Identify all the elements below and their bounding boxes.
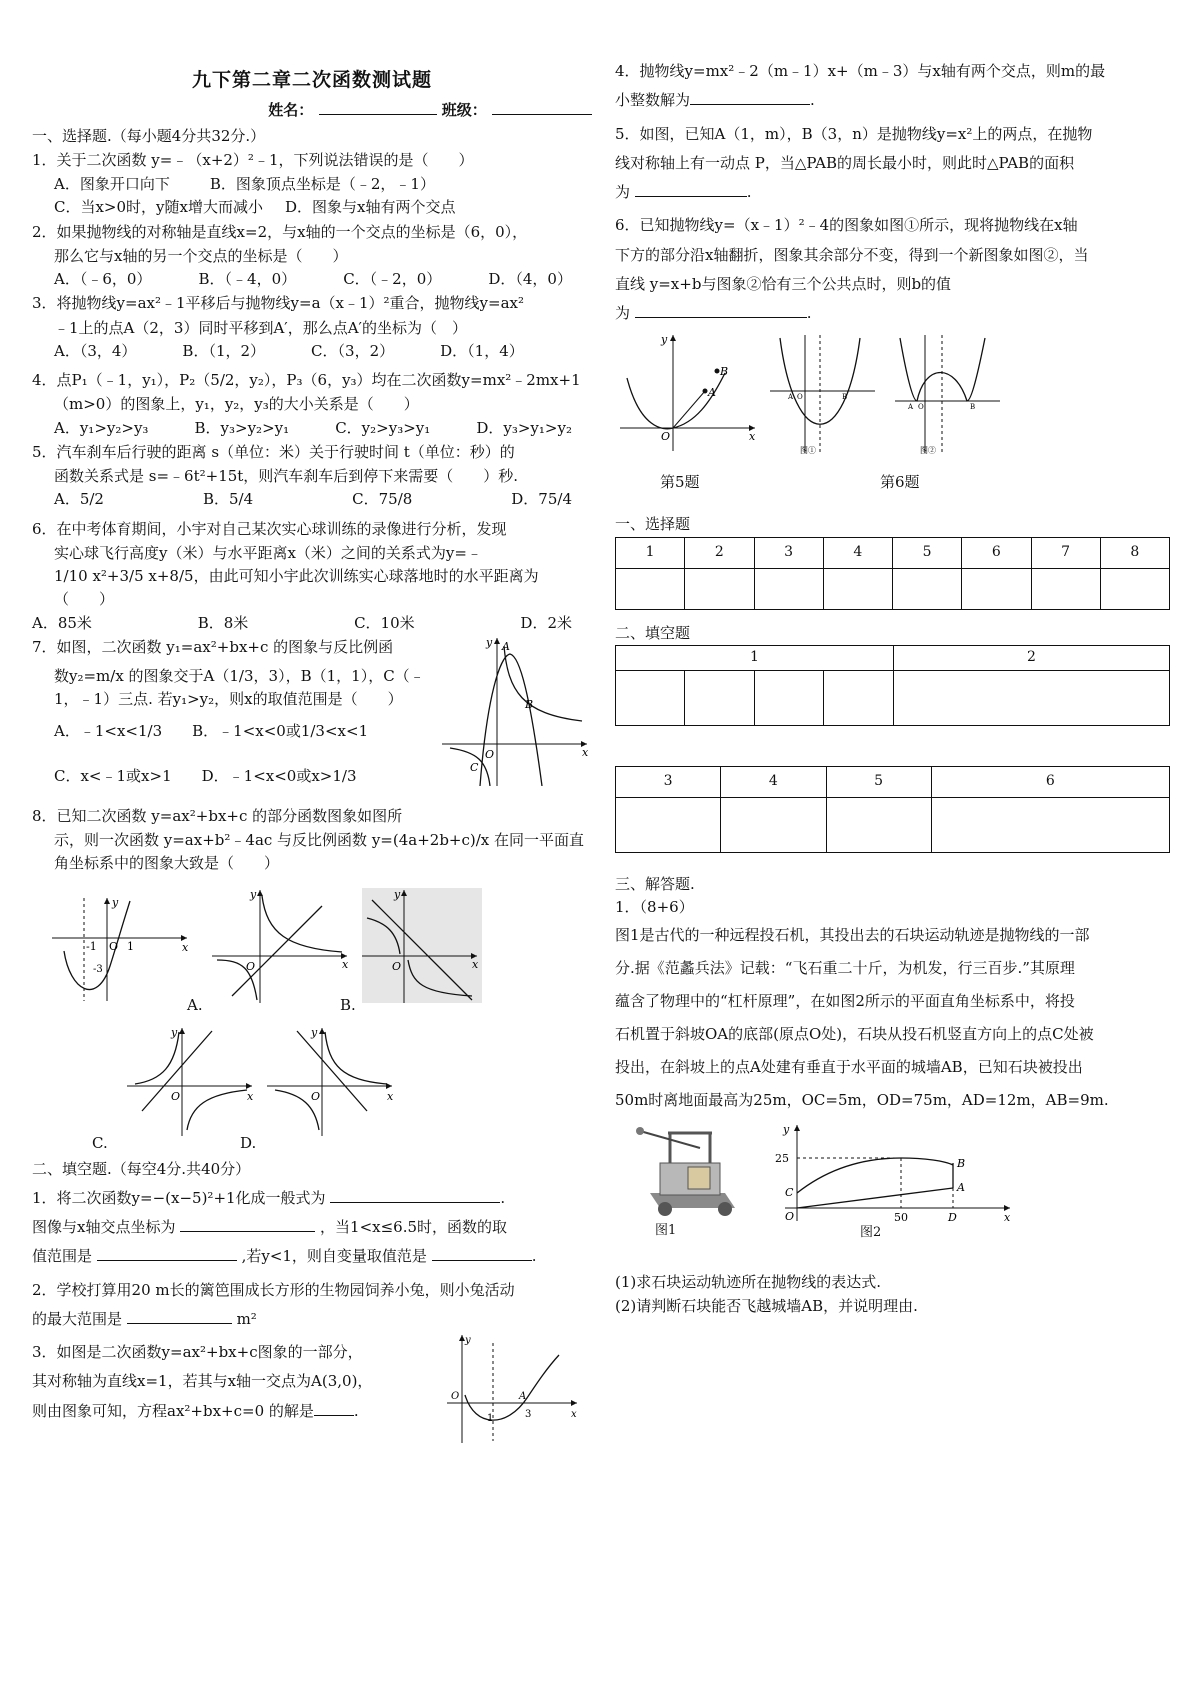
q7-stem: 7．如图，二次函数 y₁=ax²+bx+c 的图象与反比例函 — [32, 637, 394, 656]
choice-answer-cell[interactable] — [616, 568, 685, 609]
q2-opt-d: D．（4，0） — [488, 270, 572, 289]
choice-col: 6 — [962, 537, 1031, 568]
f3-blank[interactable] — [314, 1400, 354, 1416]
fig2-label-b: B — [957, 1157, 966, 1171]
fig6-caption: 第6题 — [880, 473, 920, 492]
section3-heading: 三、解答题. — [615, 874, 695, 893]
name-blank[interactable] — [319, 99, 437, 115]
f6-text-a: 6．已知抛物线y=（x﹣1）²﹣4的图象如图①所示，现将抛物线在x轴 — [615, 216, 1078, 235]
q7-opt-a: A．﹣1<x<1/3 — [54, 721, 163, 740]
choice-answer-cell[interactable] — [893, 568, 962, 609]
f1-text-b: 图像与x轴交点坐标为 — [32, 1218, 176, 1237]
f1-text-d: 值范围是 — [32, 1247, 93, 1266]
f6-text-b: 下方的部分沿x轴翻折，图象其余部分不变，得到一个新图象如图②，当 — [615, 245, 1089, 264]
f3-label-y: y — [465, 1335, 471, 1347]
q5-opt-a: A．5/2 — [54, 490, 104, 509]
s3-text-1: 图1是古代的一种远程投石机，其投出去的石块运动轨迹是抛物线的一部 — [615, 926, 1090, 945]
qd-o: O — [311, 1089, 321, 1103]
choice-col: 3 — [754, 537, 823, 568]
f4-text-a: 4．抛物线y=mx²﹣2（m﹣1）x+（m﹣3）与x轴有两个交点，则m的最 — [615, 62, 1106, 80]
q4-stem2: （m>0）的图象上，y₁，y₂，y₃的大小关系是（ ） — [54, 395, 419, 414]
q8-option-a-graph — [212, 888, 352, 1003]
fill-answer-cell[interactable] — [685, 670, 754, 725]
choice-answer-table — [615, 537, 1170, 610]
name-class-line — [32, 99, 592, 122]
f5-text-c: 为 — [615, 183, 631, 201]
q7-opt-b: B．﹣1<x<0或1/3<x<1 — [192, 721, 369, 740]
choice-answer-cell[interactable] — [1100, 568, 1169, 609]
fig5-caption: 第5题 — [660, 473, 700, 492]
f3-text-a: 3．如图是二次函数y=ax²+bx+c图象的一部分， — [32, 1343, 363, 1362]
fill-col: 3 — [616, 766, 721, 797]
choice-col: 5 — [893, 537, 962, 568]
q5-stem2: 函数关系式是 s=﹣6t²+15t，则汽车刹车后到停下来需要（ ）秒. — [54, 467, 519, 486]
f6-text-c: 直线 y=x+b与图象②恰有三个公共点时，则b的值 — [615, 274, 952, 293]
f5-blank[interactable] — [635, 181, 747, 197]
qc-y: y — [171, 1025, 178, 1039]
fig5-label-a: A — [708, 386, 716, 400]
fig5-label-o: O — [661, 430, 671, 444]
q7-label-c: C — [470, 760, 479, 774]
class-blank[interactable] — [492, 99, 592, 115]
f1-text-c: ，当1<x≤6.5时，函数的取 — [320, 1218, 508, 1237]
fig2-label-x: x — [1004, 1211, 1011, 1224]
q8-label-y: y — [112, 895, 119, 909]
fig2-label-50: 50 — [894, 1211, 908, 1224]
q7-label-y: y — [486, 635, 493, 649]
fill-col: 5 — [826, 766, 931, 797]
q7-label-a: A — [502, 639, 510, 653]
choice-col: 2 — [685, 537, 754, 568]
fill-answer-table-1 — [615, 645, 1170, 726]
q2-stem: 2．如果抛物线的对称轴是直线x=2，与x轴的一个交点的坐标是（6，0）， — [32, 222, 528, 241]
q7-opt-c: C．x<﹣1或x>1 — [54, 766, 172, 785]
section2-heading: 二、填空题.（每空4分.共40分） — [32, 1159, 251, 1178]
fig5-label-x: x — [749, 430, 756, 444]
f3-block: 3．如图是二次函数y=ax²+bx+c图象的一部分， 其对称轴为直线x=1，若其与x轴一交点为A(3,0)， 则由图象可知，方程ax²+bx+c=0 的解是 . O 1 A 3 x y — [32, 1341, 592, 1441]
fill-answer-table-2 — [615, 766, 1170, 853]
qd-x: x — [387, 1089, 394, 1103]
fig6-1-graph — [770, 333, 880, 458]
q5-stem: 5．汽车刹车后行驶的距离 s（单位：米）关于行驶时间 t（单位：秒）的 — [32, 442, 515, 461]
choice-answer-cell[interactable] — [962, 568, 1031, 609]
q3-stem2: ﹣1上的点A（2，3）同时平移到A′，那么点A′的坐标为（ ） — [54, 318, 467, 337]
choice-col: 4 — [823, 537, 892, 568]
qa-o: O — [246, 959, 256, 973]
q3-opt-a: A．（3，4） — [54, 341, 137, 360]
fill-answer-cell[interactable] — [616, 797, 721, 852]
q2-opt-c: C．（﹣2，0） — [343, 270, 442, 289]
fill-col: 2 — [893, 645, 1169, 670]
q5-opt-c: C．75/8 — [352, 490, 413, 509]
q4-opt-b: B．y₃>y₂>y₁ — [194, 418, 290, 437]
fill-answer-cell[interactable] — [616, 670, 685, 725]
q5-opt-b: B．5/4 — [202, 490, 254, 509]
s3-problem-number: 1．（8+6） — [615, 898, 694, 916]
f3-label-a: A — [519, 1391, 527, 1403]
f3-text-c: 则由图象可知，方程ax²+bx+c=0 的解是 — [32, 1401, 314, 1420]
fig2-label-y: y — [783, 1123, 790, 1137]
q6-opt-c: C．10米 — [354, 613, 415, 632]
fig5-label-y: y — [661, 333, 668, 347]
q7-label-o: O — [485, 747, 495, 761]
f3-label-o: O — [451, 1391, 460, 1403]
choice-answer-heading: 一、选择题 — [615, 515, 691, 534]
q2-opt-b: B．（﹣4，0） — [198, 270, 297, 289]
qb-y: y — [394, 887, 401, 901]
q3-opt-b: B．（1，2） — [182, 341, 266, 360]
q6-opt-d: D．2米 — [520, 613, 572, 632]
fig2-label-d: D — [948, 1211, 957, 1224]
qb-x: x — [472, 957, 479, 971]
img1-caption: 图1 — [655, 1223, 677, 1239]
f5-text-b: 线对称轴上有一动点 P，当△PAB的周长最小时，则此时△PAB的面积 — [615, 153, 1075, 172]
fig6-1-label-b: B — [842, 393, 848, 402]
f2-blank[interactable] — [127, 1308, 232, 1324]
choice-col: 1 — [616, 537, 685, 568]
fig2-label-a: A — [957, 1181, 965, 1195]
q7-stem3: 1，﹣1）三点. 若y₁>y₂，则x的取值范围是（ ） — [54, 690, 403, 709]
qd-y: y — [311, 1025, 318, 1039]
q7-block — [32, 636, 592, 804]
q4-opt-c: C．y₂>y₃>y₁ — [335, 418, 431, 437]
s3-text-5: 投出，在斜坡上的点A处建有垂直于水平面的城墙AB，已知石块被投出 — [615, 1058, 1083, 1077]
f2-text-a: 2．学校打算用20 m长的篱笆围成长方形的生物园饲养小兔，则小兔活动 — [32, 1280, 515, 1299]
f6-text-d: 为 — [615, 304, 631, 322]
fig2-label-25: 25 — [775, 1152, 789, 1166]
q2-stem2: 那么它与x轴的另一个交点的坐标是（ ） — [54, 246, 348, 265]
q8-label-1: 1 — [127, 939, 134, 953]
q4-opt-d: D．y₃>y₁>y₂ — [476, 418, 572, 437]
f1-text-a: 1．将二次函数y=−(x−5)²+1化成一般式为 — [32, 1188, 326, 1207]
f3-text-b: 其对称轴为直线x=1，若其与x轴一交点为A(3,0)， — [32, 1372, 373, 1391]
q8-label-o: O — [109, 939, 119, 953]
fig6-2-caption: 图② — [920, 446, 936, 456]
q8-label-d: D. — [240, 1133, 257, 1152]
q4-opt-a: A．y₁>y₂>y₃ — [54, 418, 149, 437]
q8-option-d-graph — [267, 1026, 397, 1136]
s3-figures — [615, 1123, 1170, 1243]
q8-stem2: 示，则一次函数 y=ax+b²﹣4ac 与反比例函数 y=(4a+2b+c)/x 在同一平面直 — [54, 831, 585, 850]
q8-figures — [32, 876, 592, 1156]
f1-blank-3[interactable] — [97, 1245, 237, 1261]
fig5-label-b: B — [720, 365, 729, 379]
fill-col: 4 — [721, 766, 826, 797]
f2-unit: m² — [236, 1309, 257, 1328]
s3-sub-1: (1)求石块运动轨迹所在抛物线的表达式. — [615, 1273, 882, 1292]
fill-answer-heading: 二、填空题 — [615, 623, 691, 642]
f1-blank-1[interactable] — [330, 1187, 500, 1203]
f3-label-3: 3 — [525, 1409, 532, 1421]
q8-label-b: B. — [340, 995, 356, 1014]
q1-opt-c: C．当x>0时，y随x增大而减小 — [54, 198, 263, 217]
fig6-1-label-a: A — [788, 393, 794, 402]
class-label: 班级： — [441, 101, 487, 120]
fill-answer-cell[interactable] — [824, 670, 893, 725]
fig6-2-label-o: O — [918, 403, 924, 412]
f3-graph — [447, 1333, 582, 1443]
s3-text-2: 分.据《范蠡兵法》记载：“飞石重二十斤，为机发，行三百步.”其原理 — [615, 959, 1075, 978]
fill-answer-cell[interactable] — [826, 797, 931, 852]
q1-stem: 1．关于二次函数 y=﹣（x+2）²﹣1，下列说法错误的是（ ） — [32, 150, 474, 169]
f2-text-b: 的最大范围是 — [32, 1309, 123, 1328]
qc-o: O — [171, 1089, 181, 1103]
q7-graph — [442, 636, 592, 786]
qb-o: O — [392, 959, 402, 973]
q5-opt-d: D．75/4 — [511, 490, 572, 509]
fig2-label-o: O — [785, 1210, 795, 1224]
s3-text-6: 50m时离地面最高为25m，OC=5m，OD=75m，AD=12m，AB=9m. — [615, 1091, 1109, 1110]
q7-label-b: B — [525, 697, 534, 711]
f3-label-1: 1 — [487, 1413, 494, 1425]
qa-y: y — [250, 887, 257, 901]
q2-opt-a: A．（﹣6，0） — [54, 270, 152, 289]
choice-col: 7 — [1031, 537, 1100, 568]
f1-blank-4[interactable] — [432, 1245, 532, 1261]
q7-opt-d: D．﹣1<x<0或x>1/3 — [201, 766, 357, 785]
q3-opt-c: C．（3，2） — [311, 341, 395, 360]
q6-opt-b: B．8米 — [197, 613, 249, 632]
fill-answer-cell[interactable] — [893, 670, 1169, 725]
q3-opt-d: D．（1，4） — [440, 341, 524, 360]
q1-opt-b: B．图象顶点坐标是（﹣2，﹣1） — [209, 175, 435, 194]
q8-stem: 8．已知二次函数 y=ax²+bx+c 的部分函数图象如图所 — [32, 806, 403, 825]
fill-answer-cell[interactable] — [754, 670, 823, 725]
q3-stem: 3．将抛物线y=ax²﹣1平移后与抛物线y=a（x﹣1）²重合，抛物线y=ax² — [32, 294, 525, 313]
fig2-label-c: C — [785, 1186, 794, 1200]
q8-stem3: 角坐标系中的图象大致是（ ） — [54, 854, 280, 873]
q6-stem: 6．在中考体育期间，小宇对自己某次实心球训练的录像进行分析，发现 — [32, 519, 507, 538]
right-column: 4．抛物线y=mx²﹣2（m﹣1）x+（m﹣3）与x轴有两个交点，则m的最 小整数解为 . 5．如图，已知A（1，m），B（3，n）是抛物线y=x²上的两点，在抛物 线对称轴上有一动点 P，当△PAB的周长最小时，则此时△PAB的面积 为 . 6．已知抛物线y=（x﹣1）²﹣4的图象如图①所示，现将抛物线在x轴 下方的部分沿x轴翻折，图象其余部分不变，得到一个新图象如图②，当 直线 y=x+b与图象②恰有三个公共点时，则b的值 为 . A B O x y A O B 图① A O B 图② 第5题 第6题 一、选择题 1 2 3 4 5 6 7 8 二、填空题 1 2 3 4 5 6 三、解答题. 1．（8+6） 图1是古代的一种远程投石机，其投出去的石块运动轨迹是抛物线的一部 分.据《范蠡兵法》记载：“飞石重二十斤，为机发，行三百步.”其原理 蕴含了物理中的“杠杆原理”，在如图2所示的平面直角坐标系中，将投 石机置于斜坡OA的底部(原点O处)，石块从投石机竖直方向上的点C处被 投出，在斜坡上的点A处建有垂直于水平面的城墙AB，已知石块被投出 50m时离地面最高为25m，OC=5m，OD=75m，AD=12m，AB=9m. 图1 25 C O 50 D A B x y 图2 (1)求石块运动轨迹所在抛物线的表达式. (2)请判断石块能否飞越城墙AB，并说明理由. — [615, 0, 1170, 1318]
fig6-1-caption: 图① — [800, 446, 816, 456]
q8-label-a: A. — [187, 995, 203, 1014]
q8-option-b-graph — [362, 888, 482, 1003]
fill-answer-cell[interactable] — [931, 797, 1169, 852]
q6-stem2: 实心球飞行高度y（米）与水平距离x（米）之间的关系式为y=﹣ — [54, 543, 482, 562]
q7-stem2: 数y₂=m/x 的图象交于A（1/3，3），B（1，1），C（﹣ — [54, 667, 425, 686]
choice-answer-cell[interactable] — [1031, 568, 1100, 609]
q6-stem4: （ ） — [54, 590, 115, 609]
q8-label-x: x — [182, 940, 189, 954]
q1-opt-d: D．图象与x轴有两个交点 — [284, 198, 456, 217]
fig6-1-label-o: O — [797, 393, 803, 402]
s3-text-3: 蕴含了物理中的“杠杆原理”，在如图2所示的平面直角坐标系中，将投 — [615, 992, 1075, 1011]
qa-x: x — [342, 957, 349, 971]
s3-text-4: 石机置于斜坡OA的底部(原点O处)，石块从投石机竖直方向上的点C处被 — [615, 1025, 1094, 1044]
fill-col: 6 — [931, 766, 1169, 797]
q8-option-c-graph — [127, 1026, 257, 1136]
f5-text-a: 5．如图，已知A（1，m），B（3，n）是抛物线y=x²上的两点，在抛物 — [615, 124, 1093, 143]
catapult-image — [630, 1123, 750, 1218]
left-column: 九下第二章二次函数测试题 姓名： 班级： 一、选择题.（每小题4分共32分.） 1．关于二次函数 y=﹣（x+2）²﹣1，下列说法错误的是（ ） A．图象开口向下 B．图象顶点坐标是（﹣2，﹣1） C．当x>0时，y随x增大而减小 D．图象与x轴有两个交点 2．如果抛物线的对称轴是直线x=2，与x轴的一个交点的坐标是（6，0）， 那么它与x轴的另一个交点的坐标是（ ） A．（﹣6，0） B．（﹣4，0） C．（﹣2，0） D．（4，0） 3．将抛物线y=ax²﹣1平移后与抛物线y=a（x﹣1）²重合，抛物线y=ax² ﹣1上的点A（2，3）同时平移到A′，那么点A′的坐标为（ ） A．（3，4） B．（1，2） C．（3，2） D．（1，4） 4．点P₁（﹣1，y₁），P₂（5/2，y₂），P₃（6，y₃）均在二次函数y=mx²﹣2mx+1 （m>0）的图象上，y₁，y₂，y₃的大小关系是（ ） A．y₁>y₂>y₃ B．y₃>y₂>y₁ C．y₂>y₃>y₁ D．y₃>y₁>y₂ 5．汽车刹车后行驶的距离 s（单位：米）关于行驶时间 t（单位：秒）的 函数关系式是 s=﹣6t²+15t，则汽车刹车后到停下来需要（ ）秒. A．5/2 B．5/4 C．75/8 D．75/4 6．在中考体育期间，小宇对自己某次实心球训练的录像进行分析，发现 实心球飞行高度y（米）与水平距离x（米）之间的关系式为y=﹣ 1/10 x²+3/5 x+8/5，由此可知小宇此次训练实心球落地时的水平距离为 （ ） A．85米 B．8米 C．10米 D．2米 7．如图，二次函数 y₁=ax²+bx+c 的图象与反比例函 数y₂=m/x 的图象交于A（1/3，3），B（1，1），C（﹣ 1，﹣1）三点. 若y₁>y₂，则x的取值范围是（ ） A．﹣1<x<1/3 B．﹣1<x<0或1/3<x<1 C．x<﹣1或x>1 D．﹣1<x<0或x>1/3 A B C O x y 8．已知二次函数 y=ax²+bx+c 的部分函数图象如图所 示，则一次函数 y=ax+b²﹣4ac 与反比例函数 y=(4a+2b+c)/x 在同一平面直 角坐标系中的图象大致是（ ） -1 O 1 -3 x y O x y A. O x y B. O x y C. O x y D. 二、填空题.（每空4分.共40分） 1．将二次函数y=−(x−5)²+1化成一般式为 . 图像与x轴交点坐标为 ，当1<x≤6.5时，函数的取 值范围是 ,若y<1，则自变量取值范是 . 2．学校打算用20 m长的篱笆围成长方形的生物园饲养小兔，则小兔活动 的最大范围是 m² 3．如图是二次函数y=ax²+bx+c图象的一部分， 其对称轴为直线x=1，若其与x轴一交点为A(3,0)， 则由图象可知，方程ax²+bx+c=0 的解是 . O 1 A 3 x y — [32, 0, 592, 1441]
fig6-2-graph — [895, 333, 1005, 458]
f1-blank-2[interactable] — [180, 1216, 315, 1232]
choice-answer-cell[interactable] — [823, 568, 892, 609]
q1-opt-a: A．图象开口向下 — [54, 175, 170, 194]
q6-stem3: 1/10 x²+3/5 x+8/5，由此可知小宇此次训练实心球落地时的水平距离为 — [54, 567, 539, 586]
f4-text-b: 小整数解为 — [615, 91, 691, 110]
q8-label-neg3: -3 — [93, 963, 103, 975]
choice-answer-cell[interactable] — [754, 568, 823, 609]
f4-blank[interactable] — [690, 89, 810, 105]
page-title: 九下第二章二次函数测试题 — [191, 69, 432, 91]
q8-label-c: C. — [92, 1133, 108, 1152]
fig6-2-label-b: B — [970, 403, 976, 412]
f1-text-e: ,若y<1，则自变量取值范是 — [241, 1247, 427, 1266]
q8-label-neg1: -1 — [86, 939, 97, 953]
fill-answer-cell[interactable] — [721, 797, 826, 852]
qc-x: x — [247, 1089, 254, 1103]
q7-label-x: x — [582, 745, 589, 759]
section1-heading: 一、选择题.（每小题4分共32分.） — [32, 126, 266, 145]
fig5-graph — [615, 333, 760, 453]
name-label: 姓名： — [268, 101, 314, 120]
f3-label-x: x — [571, 1409, 577, 1421]
fill-col: 1 — [616, 645, 894, 670]
s3-sub-2: (2)请判断石块能否飞越城墙AB，并说明理由. — [615, 1296, 918, 1315]
img2-caption: 图2 — [860, 1225, 882, 1241]
fig6-2-label-a: A — [908, 403, 914, 412]
choice-answer-cell[interactable] — [685, 568, 754, 609]
choice-col: 8 — [1100, 537, 1169, 568]
fig5-6-row — [615, 333, 1170, 513]
fig2-graph — [775, 1123, 1015, 1223]
f6-blank[interactable] — [635, 302, 807, 318]
q8-original-graph — [52, 896, 192, 1001]
q4-stem: 4．点P₁（﹣1，y₁），P₂（5/2，y₂），P₃（6，y₃）均在二次函数y=mx²﹣2mx+1 — [32, 371, 581, 390]
q6-opt-a: A．85米 — [32, 613, 92, 632]
